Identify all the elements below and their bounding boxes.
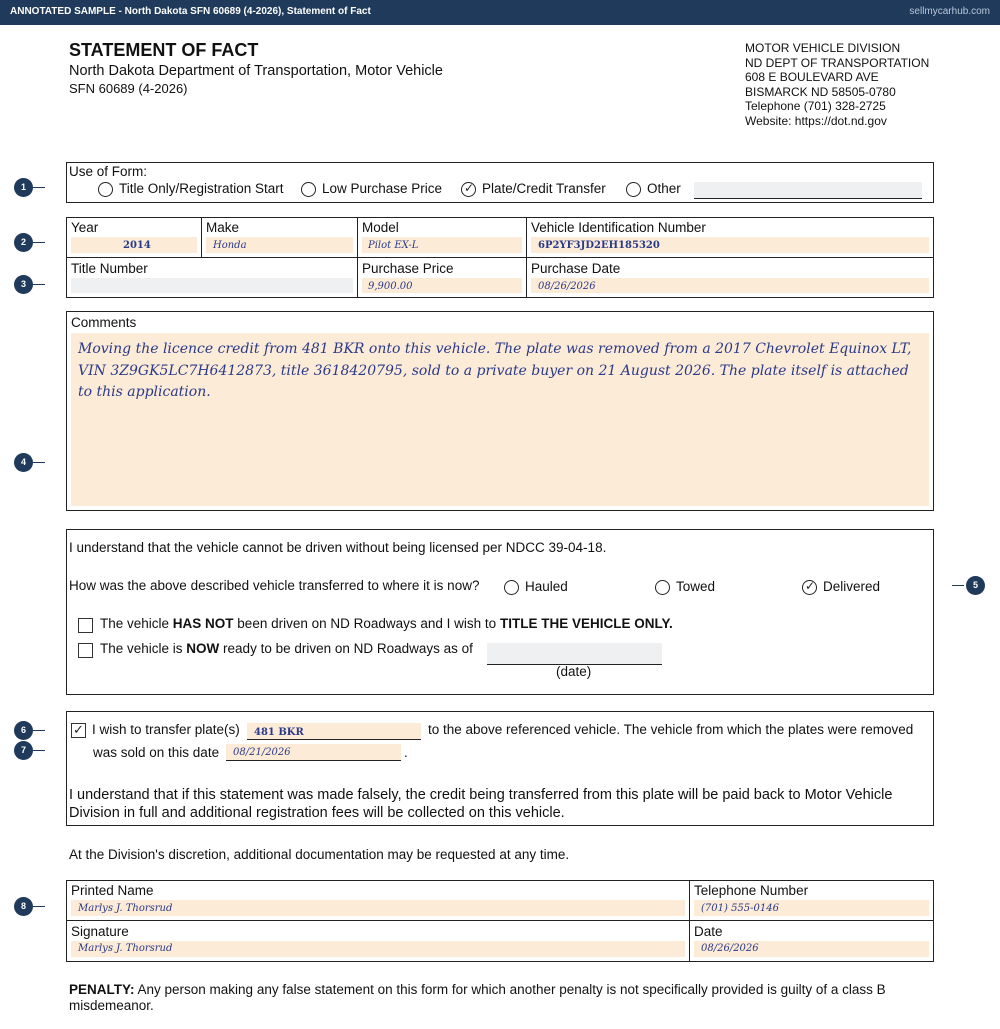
other-underline (694, 198, 922, 199)
model-value: Pilot EX-L (368, 240, 419, 251)
year-label: Year (71, 220, 99, 235)
annotation-marker-4: 4 (14, 453, 33, 472)
option-title-only: Title Only/Registration Start (119, 181, 284, 196)
annotation-marker-7: 7 (14, 741, 33, 760)
comments-label: Comments (71, 315, 137, 330)
title-only-statement: The vehicle HAS NOT been driven on ND Roadways and I wish to TITLE THE VEHICLE ONLY. (100, 616, 673, 631)
address-line: ND DEPT OF TRANSPORTATION (745, 55, 930, 70)
plate-number-value: 481 BKR (254, 727, 304, 738)
sold-date-label: was sold on this date (93, 745, 220, 760)
telephone-label: Telephone Number (694, 883, 809, 898)
make-label: Make (206, 220, 240, 235)
printed-name-value: Marlys J. Thorsrud (78, 903, 173, 914)
purchase-price-label: Purchase Price (362, 261, 454, 276)
grid-divider (526, 217, 527, 298)
grid-divider (66, 257, 934, 258)
ready-statement: The vehicle is NOW ready to be driven on ND Roadways as of (100, 641, 473, 656)
banner-title: ANNOTATED SAMPLE - North Dakota SFN 60689 (4-2026), Statement of Fact (10, 6, 371, 17)
form-number: SFN 60689 (4-2026) (69, 81, 188, 96)
sign-date-value: 08/26/2026 (701, 943, 759, 954)
address-line: MOTOR VEHICLE DIVISION (745, 41, 901, 55)
checkbox-title-only[interactable] (78, 618, 93, 633)
marker-line (33, 284, 45, 285)
telephone-value: (701) 555-0146 (701, 903, 779, 914)
annotation-marker-2: 2 (14, 233, 33, 252)
address-line: Website: https://dot.nd.gov (745, 113, 887, 128)
sold-date-underline (226, 760, 401, 761)
address-line: Telephone (701) 328-2725 (745, 99, 886, 113)
option-other: Other (647, 181, 681, 196)
option-low-purchase-price: Low Purchase Price (322, 181, 443, 196)
vin-label: Vehicle Identification Number (531, 220, 706, 235)
grid-divider (689, 880, 690, 962)
transfer-question: How was the above described vehicle transferred to where it is now? (69, 578, 480, 593)
annotation-marker-5: 5 (966, 576, 985, 595)
grid-divider (201, 217, 202, 257)
form-title: STATEMENT OF FACT (69, 40, 259, 60)
radio-plate-credit-transfer[interactable] (461, 182, 476, 197)
radio-towed[interactable] (655, 580, 670, 595)
transfer-plates-tail: to the above referenced vehicle. The vehicle from which the plates were removed (428, 722, 914, 737)
model-label: Model (362, 220, 399, 235)
printed-name-label: Printed Name (71, 883, 154, 898)
address-line: BISMARCK ND 58505-0780 (745, 84, 896, 99)
annotation-marker-8: 8 (14, 897, 33, 916)
address-line: 608 E BOULEVARD AVE (745, 70, 879, 84)
year-value: 2014 (123, 240, 151, 251)
annotation-marker-1: 1 (14, 178, 33, 197)
marker-line (33, 242, 45, 243)
ready-date-field[interactable] (487, 643, 662, 664)
annotation-marker-3: 3 (14, 275, 33, 294)
form-subtitle: North Dakota Department of Transportation, Motor Vehicle (69, 63, 443, 79)
signature-label: Signature (71, 924, 129, 939)
sold-date-value: 08/21/2026 (233, 747, 291, 758)
penalty-notice: PENALTY: Any person making any false statement on this form for which another penalty is not specifically provided is guilty of a class B misdemeanor. (69, 982, 886, 1013)
option-delivered: Delivered (823, 579, 881, 594)
use-of-form-label: Use of Form: (69, 164, 148, 179)
radio-other[interactable] (626, 182, 641, 197)
marker-line (33, 730, 45, 731)
marker-line (33, 750, 45, 751)
false-statement-notice: I understand that if this statement was made falsely, the credit being transferred from this plate will be paid back to Motor Vehicle Division in full and additional registration fees will be collected on this vehicle. (69, 787, 893, 821)
marker-line (33, 187, 45, 188)
radio-delivered[interactable] (802, 580, 817, 595)
option-plate-credit-transfer: Plate/Credit Transfer (482, 181, 606, 196)
option-hauled: Hauled (525, 579, 568, 594)
discretion-notice: At the Division's discretion, additional documentation may be requested at any time. (69, 847, 570, 862)
grid-divider (357, 217, 358, 298)
plate-underline (247, 739, 421, 740)
division-address (745, 41, 929, 128)
grid-divider (66, 920, 934, 921)
marker-line (33, 462, 45, 463)
option-towed: Towed (676, 579, 716, 594)
radio-low-purchase-price[interactable] (301, 182, 316, 197)
top-banner (0, 0, 1000, 25)
banner-site[interactable]: sellmycarhub.com (909, 6, 990, 17)
purchase-price-value: 9,900.00 (368, 281, 413, 292)
marker-line (952, 585, 964, 586)
date-caption: (date) (556, 664, 592, 679)
checkbox-transfer-plates[interactable] (71, 723, 86, 738)
title-number-field[interactable] (71, 278, 353, 293)
vin-value: 6P2YF3JD2EH185320 (538, 240, 660, 251)
transfer-plates-label: I wish to transfer plate(s) (92, 722, 240, 737)
signature-value: Marlys J. Thorsrud (78, 943, 173, 954)
make-value: Honda (213, 240, 247, 251)
radio-hauled[interactable] (504, 580, 519, 595)
annotation-marker-6: 6 (14, 721, 33, 740)
checkbox-ready-to-drive[interactable] (78, 643, 93, 658)
radio-title-only[interactable] (98, 182, 113, 197)
sold-date-period: . (404, 745, 408, 760)
title-number-label: Title Number (71, 261, 148, 276)
other-field[interactable] (694, 182, 922, 198)
license-notice: I understand that the vehicle cannot be driven without being licensed per NDCC 39-04-18. (69, 540, 607, 555)
purchase-date-label: Purchase Date (531, 261, 621, 276)
marker-line (33, 906, 45, 907)
sign-date-label: Date (694, 924, 723, 939)
purchase-date-value: 08/26/2026 (538, 281, 596, 292)
comments-text: Moving the licence credit from 481 BKR onto this vehicle. The plate was removed from a 2017 Chevrolet Equinox LT, VIN 3Z9GK5LC7H6412873, title 3618420795, sold to a private buyer on 21 August 2026. The plate itself is attached to this application. (78, 341, 912, 400)
